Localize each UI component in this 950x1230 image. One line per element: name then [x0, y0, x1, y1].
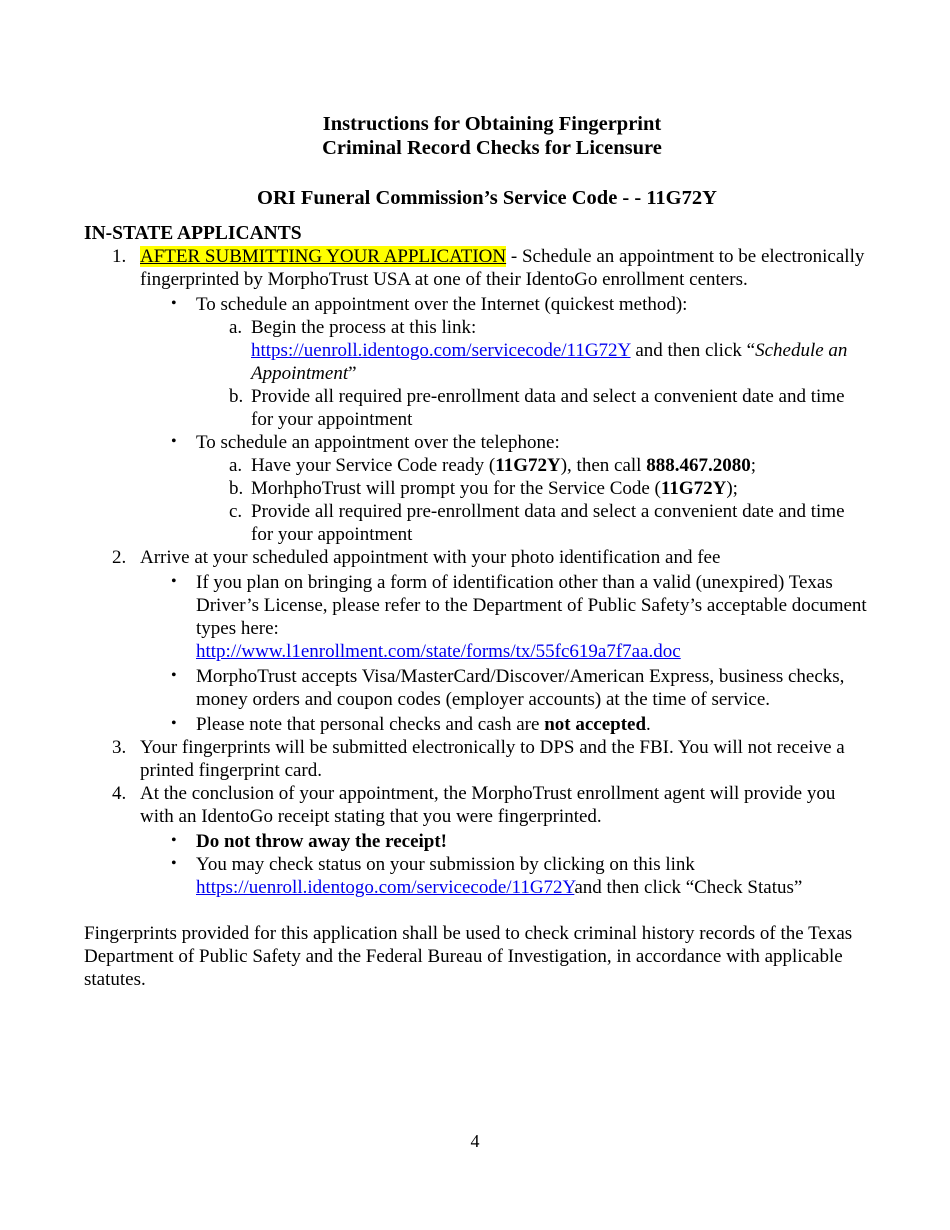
list-letter: b.: [229, 478, 244, 499]
enrollment-link[interactable]: https://uenroll.identogo.com/servicecode/11G72Y: [251, 340, 631, 361]
service-code-heading: ORI Funeral Commission’s Service Code - - 11G72Y: [257, 187, 717, 209]
bullet-icon: •: [171, 855, 177, 872]
list-letter: c.: [229, 501, 243, 522]
list-letter: b.: [229, 386, 244, 407]
list-number: 4.: [112, 783, 127, 804]
list-item: 2. Arrive at your scheduled appointment with your photo identification and fee: [112, 547, 721, 568]
list-item: 1. AFTER SUBMITTING YOUR APPLICATION - Schedule an appointment to be electronically fingerprinted by MorphoTrust USA at one of their IdentoGo enrollment centers.: [112, 246, 865, 290]
list-item: 3. Your fingerprints will be submitted electronically to DPS and the FBI. You will not receive a printed fingerprint card.: [112, 737, 845, 781]
list-item: 4. At the conclusion of your appointment, the MorphoTrust enrollment agent will provide you with an IdentoGo receipt stating that you were fingerprinted.: [112, 783, 836, 827]
list-letter: a.: [229, 455, 243, 476]
list-item: b. Provide all required pre-enrollment data and select a convenient date and time for your appointment: [229, 386, 845, 430]
list-letter: a.: [229, 317, 243, 338]
list-number: 3.: [112, 737, 127, 758]
bullet-icon: •: [171, 295, 177, 312]
section-heading: IN-STATE APPLICANTS: [84, 223, 302, 244]
list-item: • MorphoTrust accepts Visa/MasterCard/Discover/American Express, business checks, money orders and coupon codes (employer accounts) at the time of service.: [171, 666, 845, 710]
document-types-link[interactable]: http://www.l1enrollment.com/state/forms/tx/55fc619a7f7aa.doc: [196, 641, 681, 662]
list-item: • To schedule an appointment over the telephone:: [171, 432, 560, 453]
check-status-link[interactable]: https://uenroll.identogo.com/servicecode/11G72Y: [196, 877, 575, 898]
list-item: • Do not throw away the receipt!: [171, 831, 448, 852]
bullet-icon: •: [171, 667, 177, 684]
bullet-icon: •: [171, 832, 177, 849]
list-number: 1.: [112, 246, 127, 267]
bullet-icon: •: [171, 715, 177, 732]
list-item: a. Have your Service Code ready (11G72Y), then call 888.467.2080;: [229, 455, 756, 476]
closing-paragraph: Fingerprints provided for this application shall be used to check criminal history records of the Texas Department of Public Safety and the Federal Bureau of Investigation, in accordance with applicable statutes.: [84, 923, 853, 990]
list-item: b. MorhphoTrust will prompt you for the Service Code (11G72Y);: [229, 478, 738, 499]
list-item: c. Provide all required pre-enrollment data and select a convenient date and time for your appointment: [229, 501, 845, 545]
highlighted-text: AFTER SUBMITTING YOUR APPLICATION: [140, 246, 507, 267]
page-number: 4: [470, 1131, 480, 1151]
bullet-icon: •: [171, 433, 177, 450]
list-number: 2.: [112, 547, 127, 568]
list-item: • Please note that personal checks and cash are not accepted.: [171, 714, 651, 735]
bullet-icon: •: [171, 573, 177, 590]
list-item: a. Begin the process at this link: https://uenroll.identogo.com/servicecode/11G72Y and then click “Schedule an Appointment”: [229, 317, 848, 384]
document-page: [84, 112, 870, 991]
document-title: Instructions for Obtaining Fingerprint Criminal Record Checks for Licensure: [322, 113, 662, 159]
list-item: • You may check status on your submission by clicking on this link https://uenroll.identogo.com/servicecode/11G72Yand then click “Check Status”: [171, 854, 803, 898]
list-item: • To schedule an appointment over the Internet (quickest method):: [171, 294, 688, 315]
list-item: • If you plan on bringing a form of identification other than a valid (unexpired) Texas Driver’s License, please refer to the Department of Public Safety’s acceptable document types here: http://www.l1enrollment.com/state/forms/tx/55fc619a7f7aa.doc: [171, 572, 867, 662]
